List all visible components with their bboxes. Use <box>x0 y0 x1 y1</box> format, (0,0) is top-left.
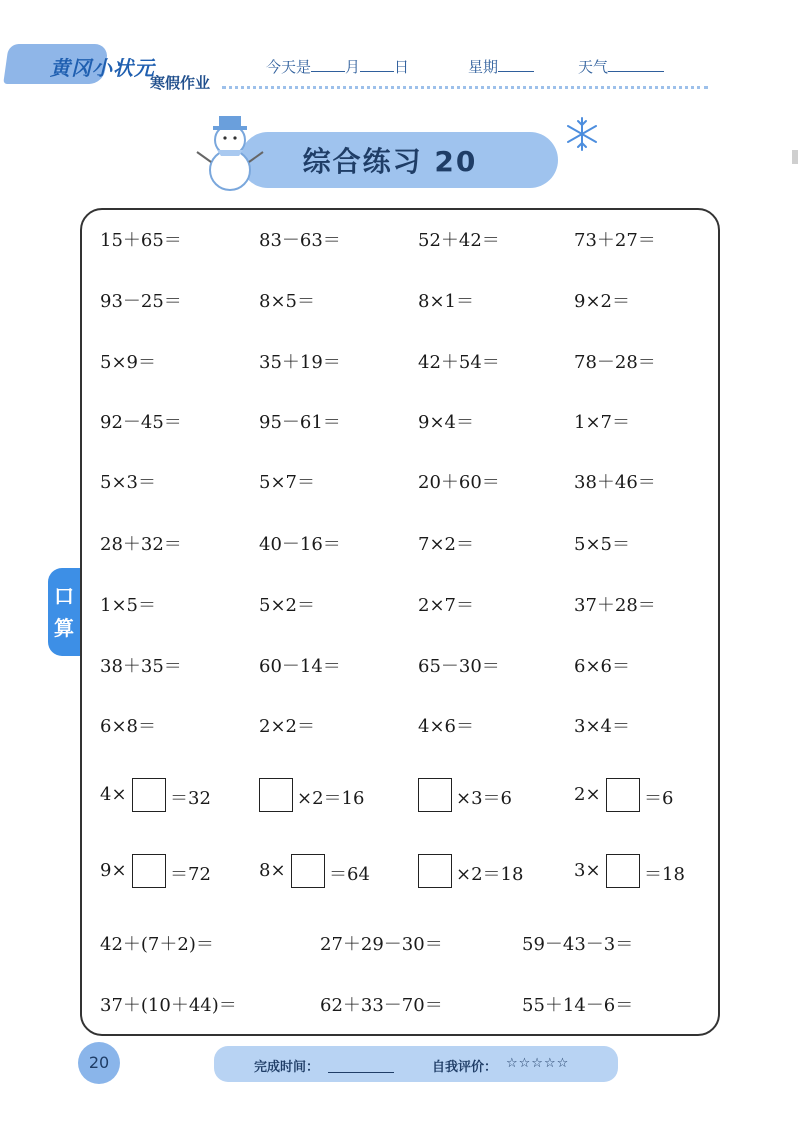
problem-r6-c1: 28＋32＝ <box>100 534 182 555</box>
weather-label: 天气 <box>578 58 609 76</box>
fill-row1-c1-prefix: 4× <box>100 784 127 805</box>
side-tab-char-2: 算 <box>54 616 74 640</box>
problem-r1-c3: 52＋42＝ <box>418 230 500 251</box>
problem-r2-c4: 9×2＝ <box>574 291 630 312</box>
date-field <box>266 56 409 77</box>
problem-r9-c4: 3×4＝ <box>574 716 630 737</box>
problem-r1-c2: 83－63＝ <box>259 230 341 251</box>
fill-row2-c3-suffix: ×2＝18 <box>456 864 524 885</box>
problem-r9-c2: 2×2＝ <box>259 716 315 737</box>
fill-row1-c3-suffix: ×3＝6 <box>456 788 512 809</box>
problem-r7-c1: 1×5＝ <box>100 595 156 616</box>
completion-time-label: 完成时间： <box>254 1060 320 1075</box>
side-tab-char-1: 口 <box>54 584 74 608</box>
problem-r3-c1: 5×9＝ <box>100 352 156 373</box>
problem-r1-c1: 15＋65＝ <box>100 230 182 251</box>
problem-r6-c4: 5×5＝ <box>574 534 630 555</box>
problem-r7-c2: 5×2＝ <box>259 595 315 616</box>
problem-r2-c2: 8×5＝ <box>259 291 315 312</box>
problem-r5-c4: 38＋46＝ <box>574 472 656 493</box>
fill-row1-c3-answer-box[interactable] <box>418 778 452 812</box>
month-label: 月 <box>345 58 361 76</box>
fill-row1-c1-suffix: ＝32 <box>170 788 211 809</box>
brand-logo-text: 黄冈小状元 <box>50 56 155 80</box>
fill-row1-c2-suffix: ×2＝16 <box>297 788 365 809</box>
problem-r4-c2: 95－61＝ <box>259 412 341 433</box>
date-prefix: 今天是 <box>266 58 312 76</box>
fill-row1-c2-answer-box[interactable] <box>259 778 293 812</box>
fill-row2-c2-suffix: ＝64 <box>329 864 370 885</box>
problem-r7-c4: 37＋28＝ <box>574 595 656 616</box>
fill-row2-c4-suffix: ＝18 <box>644 864 685 885</box>
weekday-field <box>468 56 534 77</box>
problem-r9-c3: 4×6＝ <box>418 716 474 737</box>
month-blank[interactable] <box>311 57 345 72</box>
fill-row1-c4-answer-box[interactable] <box>606 778 640 812</box>
problem-r8-c4: 6×6＝ <box>574 656 630 677</box>
mixed-r2-c1: 37＋(10＋44)＝ <box>100 995 237 1016</box>
page-edge-mark <box>792 150 798 164</box>
page-title: 综合练习 20 <box>302 145 478 178</box>
problem-r4-c4: 1×7＝ <box>574 412 630 433</box>
weekday-label: 星期 <box>468 58 499 76</box>
problem-r3-c4: 78－28＝ <box>574 352 656 373</box>
problem-r2-c1: 93－25＝ <box>100 291 182 312</box>
problem-r8-c2: 60－14＝ <box>259 656 341 677</box>
day-label: 日 <box>394 58 410 76</box>
problem-r6-c3: 7×2＝ <box>418 534 474 555</box>
exercise-card <box>80 208 720 1036</box>
fill-row1-c4-prefix: 2× <box>574 784 601 805</box>
fill-row1-c4-suffix: ＝6 <box>644 788 674 809</box>
completion-time-blank[interactable] <box>328 1072 394 1073</box>
problem-r9-c1: 6×8＝ <box>100 716 156 737</box>
mixed-r1-c3: 59－43－3＝ <box>522 934 634 955</box>
problem-r3-c3: 42＋54＝ <box>418 352 500 373</box>
mixed-r1-c1: 42＋(7＋2)＝ <box>100 934 214 955</box>
fill-row2-c1-answer-box[interactable] <box>132 854 166 888</box>
problem-r1-c4: 73＋27＝ <box>574 230 656 251</box>
self-evaluation-label: 自我评价： <box>432 1060 498 1075</box>
fill-row2-c1-prefix: 9× <box>100 860 127 881</box>
weather-field <box>578 56 664 77</box>
self-evaluation-stars[interactable]: ☆☆☆☆☆ <box>506 1056 570 1071</box>
weather-blank[interactable] <box>608 57 664 72</box>
fill-row2-c4-answer-box[interactable] <box>606 854 640 888</box>
problem-r2-c3: 8×1＝ <box>418 291 474 312</box>
problem-r8-c1: 38＋35＝ <box>100 656 182 677</box>
fill-row1-c1-answer-box[interactable] <box>132 778 166 812</box>
fill-row2-c2-prefix: 8× <box>259 860 286 881</box>
problem-r5-c1: 5×3＝ <box>100 472 156 493</box>
problem-r5-c2: 5×7＝ <box>259 472 315 493</box>
weekday-blank[interactable] <box>498 57 534 72</box>
fill-row2-c3-answer-box[interactable] <box>418 854 452 888</box>
problem-r4-c3: 9×4＝ <box>418 412 474 433</box>
mixed-r2-c2: 62＋33－70＝ <box>320 995 443 1016</box>
snowflake-icon <box>564 116 600 152</box>
mixed-r2-c3: 55＋14－6＝ <box>522 995 634 1016</box>
problem-r8-c3: 65－30＝ <box>418 656 500 677</box>
problem-r4-c1: 92－45＝ <box>100 412 182 433</box>
problem-r3-c2: 35＋19＝ <box>259 352 341 373</box>
fill-row2-c1-suffix: ＝72 <box>170 864 211 885</box>
fill-row2-c2-answer-box[interactable] <box>291 854 325 888</box>
mixed-r1-c2: 27＋29－30＝ <box>320 934 443 955</box>
page-number: 20 <box>78 1042 120 1084</box>
brand-subtitle: 寒假作业 <box>150 74 211 92</box>
header-dotted-divider <box>222 86 708 89</box>
problem-r7-c3: 2×7＝ <box>418 595 474 616</box>
day-blank[interactable] <box>360 57 394 72</box>
problem-r6-c2: 40－16＝ <box>259 534 341 555</box>
fill-row2-c4-prefix: 3× <box>574 860 601 881</box>
problem-r5-c3: 20＋60＝ <box>418 472 500 493</box>
